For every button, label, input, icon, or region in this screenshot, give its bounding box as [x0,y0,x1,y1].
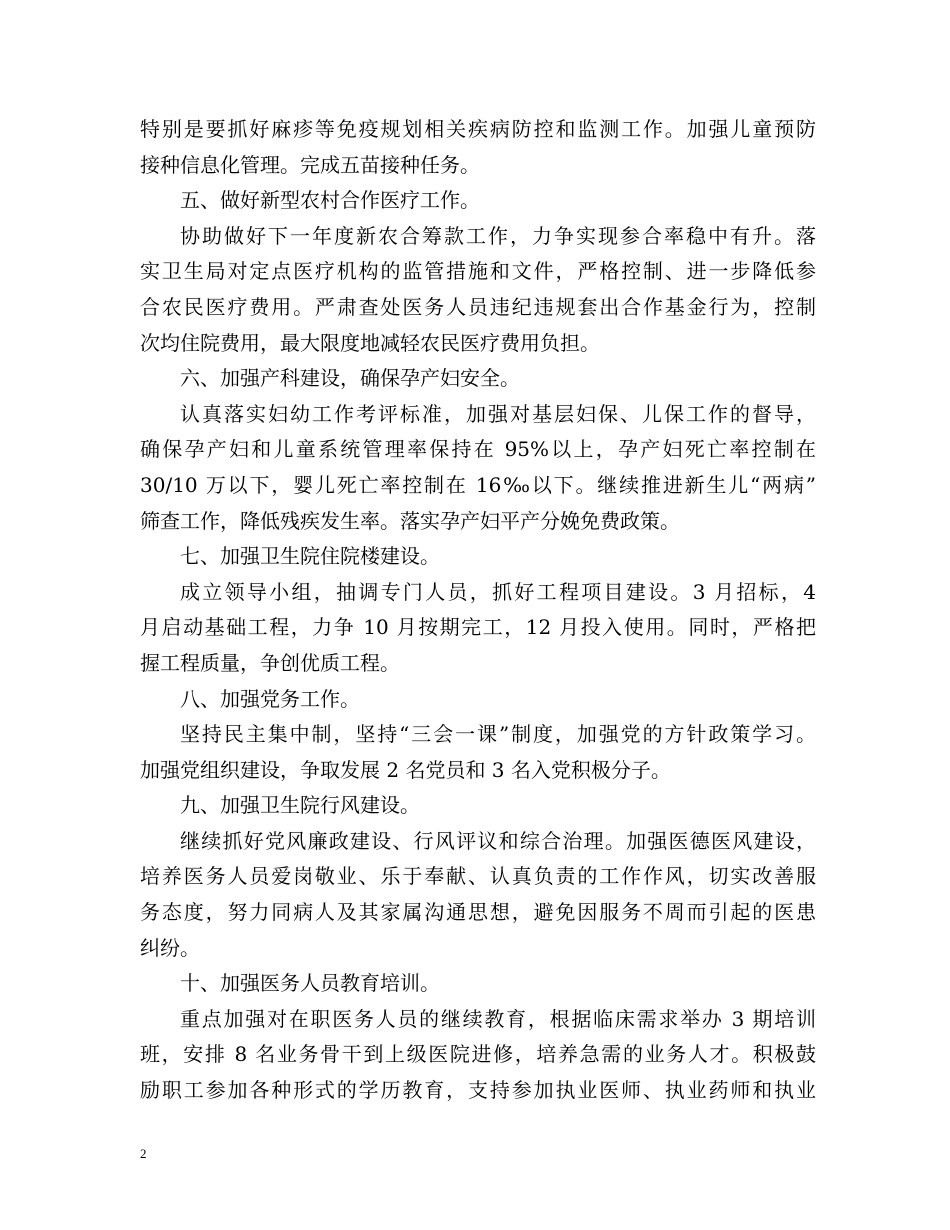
text-line: 30/10 万以下，婴儿死亡率控制在 16‰以下。继续推进新生儿“两病” [140,472,816,497]
text-line: 成立领导小组，抽调专门人员，抓好工程项目建设。3 月招标，4 [180,579,816,604]
text-line: 十、加强医务人员教育培训。 [180,971,440,996]
text-line: 九、加强卫生院行风建设。 [180,793,420,818]
text-line: 加强党组织建设，争取发展 2 名党员和 3 名入党积极分子。 [140,757,671,782]
text-line: 务态度，努力同病人及其家属沟通思想，避免因服务不周而引起的医患 [140,900,816,925]
text-line: 认真落实妇幼工作考评标准，加强对基层妇保、儿保工作的督导， [180,401,816,426]
text-line: 筛查工作，降低残疾发生率。落实孕产妇平产分娩免费政策。 [140,508,680,533]
text-line: 特别是要抓好麻疹等免疫规划相关疾病防控和监测工作。加强儿童预防 [140,117,816,141]
text-line: 六、加强产科建设，确保孕产妇安全。 [180,366,520,391]
text-line: 次均住院费用，最大限度地减轻农民医疗费用负担。 [140,330,600,355]
text-line: 握工程质量，争创优质工程。 [140,650,400,675]
text-line: 重点加强对在职医务人员的继续教育，根据临床需求举办 3 期培训 [180,1006,816,1031]
page-number: 2 [140,1146,147,1161]
text-line: 继续抓好党风廉政建设、行风评议和综合治理。加强医德医风建设， [180,828,816,853]
text-line: 确保孕产妇和儿童系统管理率保持在 95%以上，孕产妇死亡率控制在 [140,437,816,462]
text-line: 班，安排 8 名业务骨干到上级医院进修，培养急需的业务人才。积极鼓 [140,1042,816,1067]
text-line: 协助做好下一年度新农合筹款工作，力争实现参合率稳中有升。落 [180,223,816,248]
text-line: 五、做好新型农村合作医疗工作。 [180,188,480,213]
text-line: 实卫生局对定点医疗机构的监管措施和文件，严格控制、进一步降低参 [140,259,816,284]
text-line: 培养医务人员爱岗敬业、乐于奉献、认真负责的工作作风，切实改善服 [140,864,816,889]
text-line: 合农民医疗费用。严肃查处医务人员违纪违规套出合作基金行为，控制 [140,294,816,319]
text-line: 接种信息化管理。完成五苗接种任务。 [140,152,480,177]
document-body [140,112,816,1109]
text-line: 坚持民主集中制，坚持“三会一课”制度，加强党的方针政策学习。 [180,722,816,747]
text-line: 励职工参加各种形式的学历教育，支持参加执业医师、执业药师和执业 [140,1078,816,1103]
text-line: 月启动基础工程，力争 10 月按期完工，12 月投入使用。同时，严格把 [140,615,816,640]
text-line: 七、加强卫生院住院楼建设。 [180,544,440,569]
text-line: 八、加强党务工作。 [180,686,360,711]
text-line: 纠纷。 [140,935,200,960]
